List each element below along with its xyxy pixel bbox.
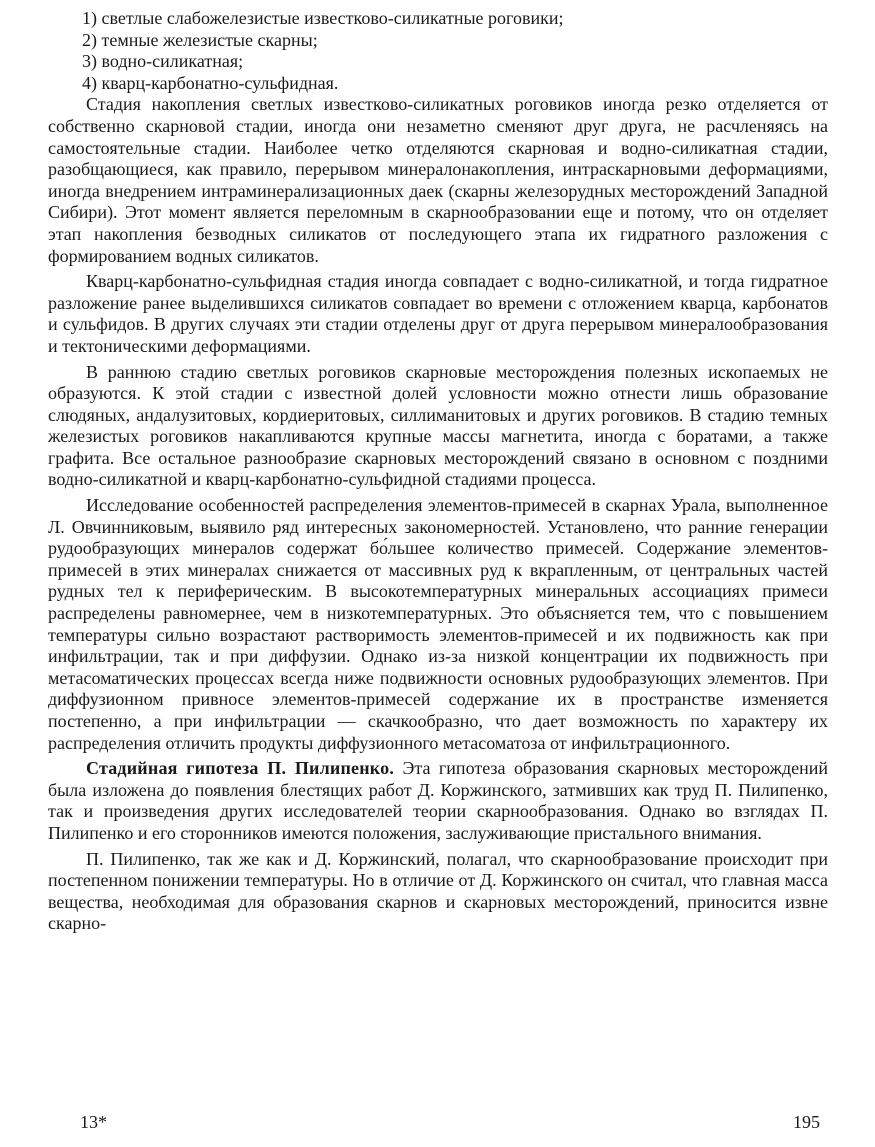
paragraph: В раннюю стадию светлых роговиков скарновые месторождения полезных ископаемых не образуются. К этой стадии с известной долей условности можно отнести лишь образование слюдяных, андалузитовых, кордиеритовых, силлиманитовых и других роговиков. В стадию темных железистых роговиков накапливаются крупные массы магнетита, иногда с боратами, а также графита. Все остальное разнообразие скарновых месторождений связано в основном с поздними водно-силикатной и кварц-карбонатно-сульфидной стадиями процесса. [48, 361, 828, 490]
paragraph: П. Пилипенко, так же как и Д. Коржинский, полагал, что скарнообразование происходит при постепенном понижении температуры. Но в отличие от Д. Коржинского он считал, что главная масса вещества, необходимая для образования скарнов и скарновых месторождений, приносится извне скарно- [48, 848, 828, 934]
page-body [48, 8, 828, 935]
stage-list [48, 8, 828, 94]
section-heading: Стадийная гипотеза П. Пилипенко. [86, 758, 395, 779]
paragraph: Кварц-карбонатно-сульфидная стадия иногда совпадает с водно-силикатной, и тогда гидратное разложение ранее выделившихся силикатов совпадает во времени с отложением кварца, карбонатов и сульфидов. В других случаях эти стадии отделены друг от друга перерывом минералообразования и тектоническими деформациями. [48, 271, 828, 356]
list-item: 1) светлые слабожелезистые известково-силикатные роговики; [82, 8, 564, 28]
paragraph: Исследование особенностей распределения элементов-примесей в скарнах Урала, выполненное Л. Овчинниковым, выявило ряд интересных закономерностей. Установлено, что ранние генерации рудообразующих минералов содержат бо́льшее количество примесей. Содержание элементов-примесей в этих минералах снижается от массивных руд к вкрапленным, от центральных частей рудных тел к периферическим. В высокотемпературных минеральных ассоциациях примеси распределены равномернее, чем в низкотемпературных. Это объясняется тем, что с повышением температуры сильно возрастают растворимость элементов-примесей и их подвижность как при инфильтрации, так и при диффузии. Однако из-за низкой концентрации их подвижность при метасоматических процессах всегда ниже подвижности основных рудообразующих элементов. При диффузионном привносе элементов-примесей содержание их в пространстве изменяется постепенно, а при инфильтрации — скачкообразно, что дает возможность по характеру их распределения отличить продукты диффузионного метасоматоза от инфильтрационного. [48, 495, 828, 753]
list-item: 3) водно-силикатная; [82, 51, 244, 72]
signature-mark: 13* [80, 1112, 107, 1132]
page-footer [80, 1112, 820, 1134]
paragraph [48, 758, 828, 844]
list-item: 2) темные железистые скарны; [82, 29, 318, 50]
list-item: 4) кварц-карбонатно-сульфидная. [82, 72, 339, 93]
paragraph-text: Эта гипотеза образования скарновых месторождений была изложена до появления блестящих работ Д. Коржинского, затмивших как труд П. Пилипенко, так и произведения других исследователей теории скарнообразования. Однако во взглядах П. Пилипенко и его сторонников имеются положения, заслуживающие пристального внимания. [48, 758, 828, 843]
paragraph: Стадия накопления светлых известково-силикатных роговиков иногда резко отделяется от собственно скарновой стадии, иногда они незаметно сменяют друг друга, не расчленяясь на самостоятельные стадии. Наиболее четко отделяются скарновая и водно-силикатная стадии, разобщающиеся, как правило, перерывом минералонакопления, интраскарновыми деформациями, иногда внедрением интраминерализационных даек (скарны железорудных месторождений Западной Сибири). Этот момент является переломным в скарнообразовании еще и потому, что он отделяет этап накопления безводных силикатов от последующего этапа их гидратного разложения с формированием водных силикатов. [48, 94, 828, 266]
page-number: 195 [793, 1112, 820, 1132]
